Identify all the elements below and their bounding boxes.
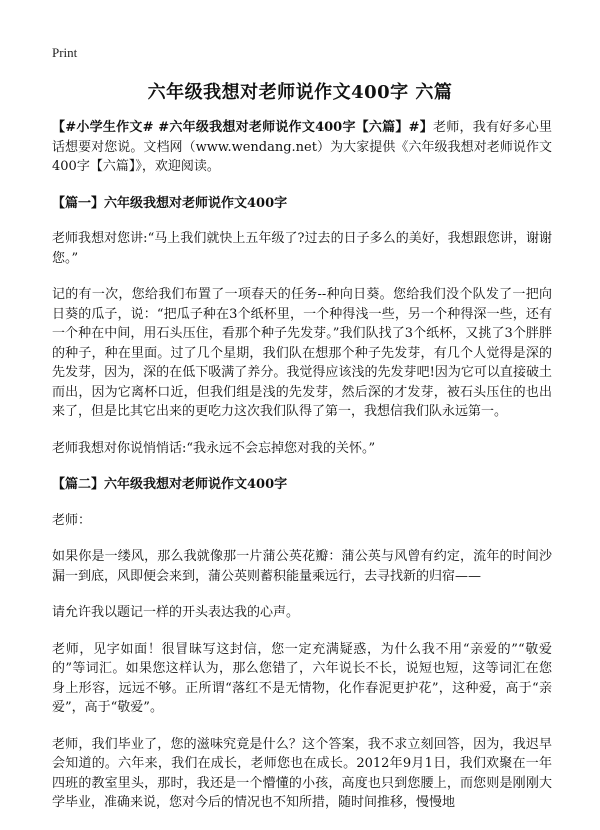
paragraph: 记的有一次，您给我们布置了一项春天的任务--种向日葵。您给我们没个队发了一把向日葵的瓜子，说：“把瓜子种在3个纸杯里，一个种得浅一些，另一个种得深一些，还有一个种在中间，用石头压住，看那个种子先发芽。”我们队找了3个纸杯，又挑了3个胖胖的种子，种在里面。过了几个星期，我们队在想那个种子先发芽，有几个人觉得是深的先发芽，因为，深的在低下吸满了养分。我觉得应该浅的先发芽吧!因为它可以直接破土而出，因为它离杯口近，但我们组是浅的先发芽，然后深的才发芽，被石头压住的也出来了，但是比其它出来的更吃力这次我们队得了第一，我想信我们队永远第一。 [52, 287, 552, 419]
page-title: 六年级我想对老师说作文400字 六篇 [147, 82, 453, 103]
paragraph: 请允许我以题记一样的开头表达我的心声。 [52, 605, 300, 620]
paragraph: 老师我想对你说悄悄话:“我永远不会忘掉您对我的关怀。” [52, 440, 376, 456]
intro-tag: 【#小学生作文# #六年级我想对老师说作文400字【六篇】#】 [52, 120, 434, 135]
paragraph: 老师，见字如面！很冒昧写这封信，您一定充满疑惑，为什么我不用“亲爱的”“敬爱的”等词汇。如果您这样认为，那么您错了，六年说长不长，说短也短，这等词汇在您身上形容，远远不够。正所谓“落红不是无情物，化作春泥更护花”，这种爱，高于“亲爱”，高于“敬爱”。 [52, 641, 552, 715]
paragraph: 老师，我们毕业了，您的滋味究竟是什么？这个答案，我不求立刻回答，因为，我迟早会知道的。六年来，我们在成长，老师您也在成长。2012年9月1日，我们欢聚在一年四班的教室里头，那时，我还是一个懵懂的小孩，高度也只到您腰上，而您则是刚刚大学毕业，准确来说，您对今后的情况也不知所措，随时间推移，慢慢地 [52, 736, 552, 810]
intro-text: 老师，我有好多心里话想要对您说。文档网（www.wendang.net）为大家提供《六年级我想对老师说作文400字【六篇】》，欢迎阅读。 [52, 120, 552, 174]
paragraph: 老师： [52, 512, 92, 528]
intro-paragraph [52, 118, 552, 177]
paragraph: 老师我想对您讲:“马上我们就快上五年级了?过去的日子多么的美好，我想跟您讲，谢谢您。” [52, 231, 552, 266]
print-label: Print [52, 45, 78, 60]
section-heading: 【篇二】六年级我想对老师说作文400字 [52, 477, 288, 492]
paragraph: 如果你是一缕风，那么我就像那一片蒲公英花瓣：蒲公英与风曾有约定，流年的时间沙漏一到底，风即便会来到，蒲公英则蓄积能量乘远行，去寻找新的归宿—— [52, 549, 552, 584]
article-body [52, 118, 552, 830]
section-heading: 【篇一】六年级我想对老师说作文400字 [52, 195, 288, 211]
